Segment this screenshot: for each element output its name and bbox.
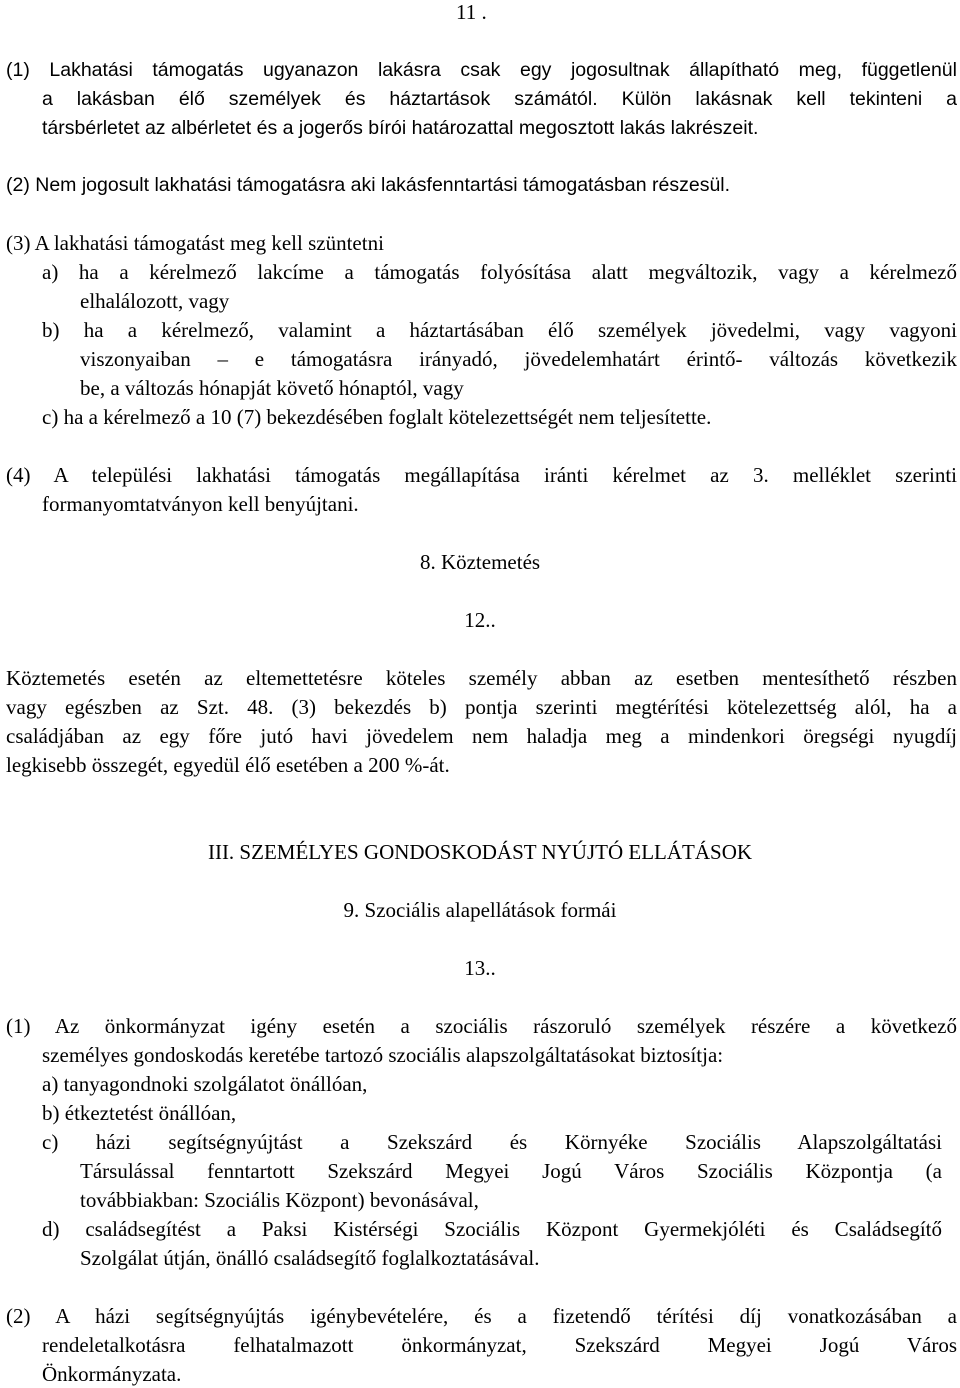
s11-p2: (2) Nem jogosult lakhatási támogatásra aki lakásfenntartási támogatásban részesül. [6, 174, 731, 196]
s11-p1-line1: (1) Lakhatási támogatás ugyanazon lakásra csak egy jogosultnak állapítható meg, függetlenül [6, 59, 957, 81]
section-12-heading: 12.. [464, 608, 496, 632]
s11-p4-line2: formanyomtatványon kell benyújtani. [42, 492, 359, 516]
s13-p1-d-line1: d) családsegítést a Paksi Kistérségi Szociális Központ Gyermekjóléti és Családsegítő [42, 1217, 942, 1241]
s11-p1-line3: társbérletet az albérletet és a jogerős bírói határozattal megosztott lakás lakrészeit. [42, 117, 759, 139]
s12-p1-line3: családjában az egy főre jutó havi jövedelem nem haladja meg a mindenkori öregségi nyugdíj [6, 724, 957, 748]
s13-p2-line3: Önkormányzata. [42, 1362, 182, 1386]
s11-p3-b-line1: b) ha a kérelmező, valamint a háztartásában élő személyek jövedelmi, vagy vagyoni [42, 318, 957, 342]
s11-p3-c-line1: c) ha a kérelmező a 10 (7) bekezdésében foglalt kötelezettségét nem teljesítette. [42, 405, 712, 429]
s13-p1-d-line2: Szolgálat útján, önálló családsegítő foglalkoztatásával. [80, 1246, 540, 1270]
s12-p1-line1: Köztemetés esetén az eltemettetésre köteles személy abban az esetben mentesíthető részben [6, 666, 957, 690]
s11-p4-line1: (4) A települési lakhatási támogatás megállapítása iránti kérelmet az 3. melléklet szerinti [6, 463, 957, 487]
section-11-heading: 11 . [456, 0, 487, 24]
s11-p3-intro: (3) A lakhatási támogatást meg kell szüntetni [6, 231, 384, 255]
part-3-title: III. SZEMÉLYES GONDOSKODÁST NYÚJTÓ ELLÁTÁSOK [207, 840, 753, 864]
s11-p3-b-line3: be, a változás hónapját követő hónaptól, vagy [80, 376, 464, 400]
s13-p2-line1: (2) A házi segítségnyújtás igénybevételére, és a fizetendő térítési díj vonatkozásában a [6, 1304, 957, 1328]
s13-p1-line1: (1) Az önkormányzat igény esetén a szociális rászoruló személyek részére a következő [6, 1014, 957, 1038]
section-13-heading: 13.. [464, 956, 496, 980]
s11-p3-b-line2: viszonyaiban – e támogatásra irányadó, jövedelemhatárt érintő- változás következik [80, 347, 957, 371]
s13-p1-c-line2: Társulással fenntartott Szekszárd Megyei Jogú Város Szociális Központja (a [80, 1159, 942, 1183]
chapter-9-title: 9. Szociális alapellátások formái [343, 898, 617, 922]
s13-p1-a: a) tanyagondnoki szolgálatot önállóan, [42, 1072, 368, 1096]
s13-p2-line2: rendeletalkotásra felhatalmazott önkormányzat, Szekszárd Megyei Jogú Város [42, 1333, 957, 1357]
s11-p3-a-line1: a) ha a kérelmező lakcíme a támogatás folyósítása alatt megváltozik, vagy a kérelmező [42, 260, 957, 284]
s13-p1-c-line1: c) házi segítségnyújtást a Szekszárd és Környéke Szociális Alapszolgáltatási [42, 1130, 942, 1154]
s11-p3-a-line2: elhalálozott, vagy [80, 289, 230, 313]
s13-p1-c-line3: továbbiakban: Szociális Központ) bevonásával, [80, 1188, 479, 1212]
s12-p1-line2: vagy egészben az Szt. 48. (3) bekezdés b) pontja szerinti megtérítési kötelezettség alól, ha a [6, 695, 957, 719]
s13-p1-b: b) étkeztetést önállóan, [42, 1101, 237, 1125]
s13-p1-line2: személyes gondoskodás keretébe tartozó szociális alapszolgáltatásokat biztosítja: [42, 1043, 724, 1067]
s11-p1-line2: a lakásban élő személyek és háztartások számától. Külön lakásnak kell tekinteni a [42, 88, 957, 110]
s12-p1-line4: legkisebb összegét, egyedül élő esetében a 200 %-át. [6, 753, 450, 777]
chapter-8-title: 8. Köztemetés [419, 550, 541, 574]
